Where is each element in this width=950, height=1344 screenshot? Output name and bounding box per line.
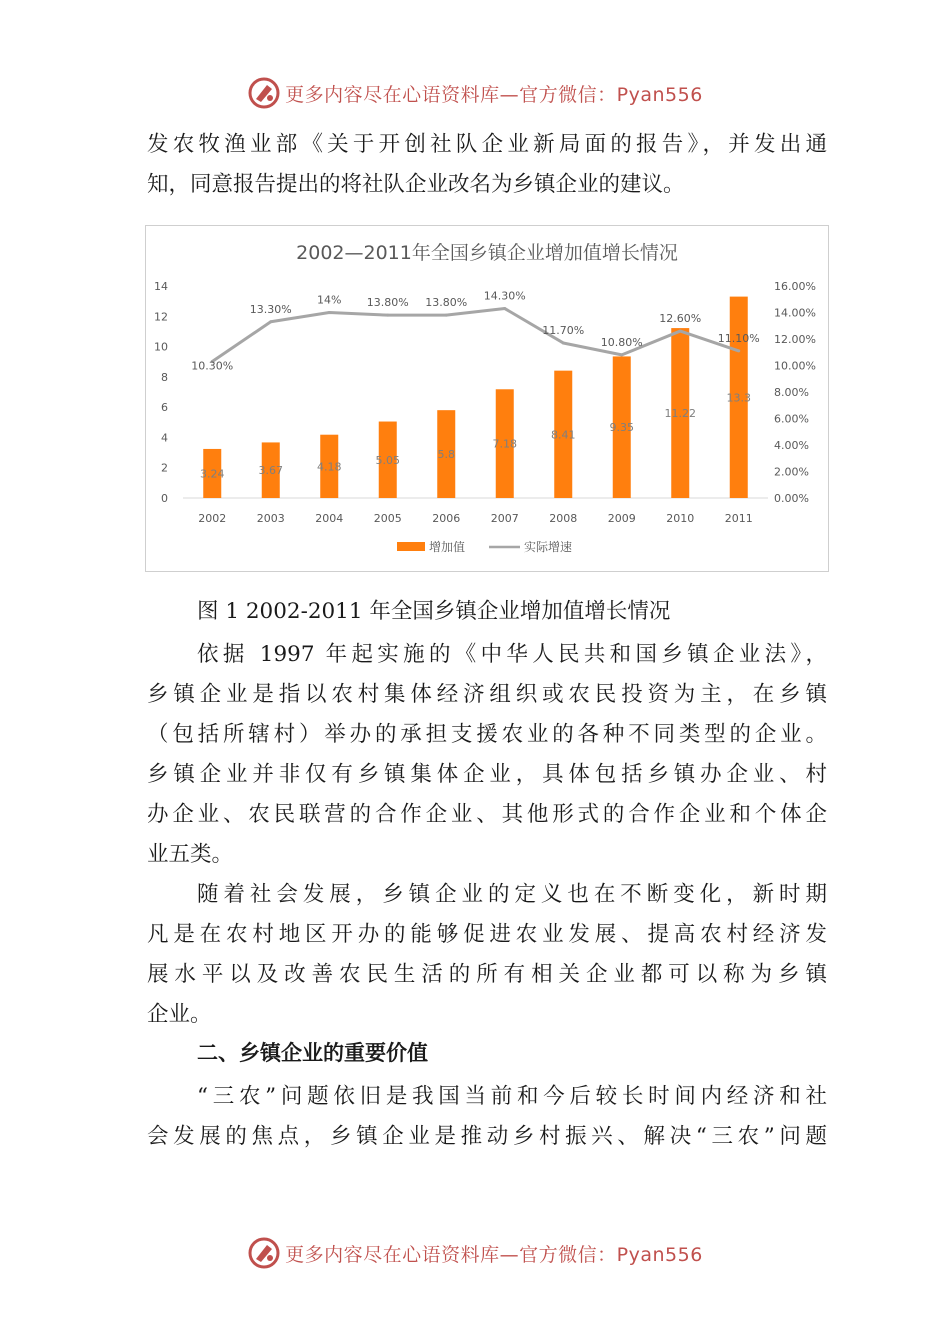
x-tick-label: 2011 bbox=[724, 512, 753, 525]
intro-line-2: 知，同意报告提出的将社队企业改名为乡镇企业的建议。 bbox=[147, 172, 685, 197]
value-line-1: “三农”问题依旧是我国当前和今后较长时间内经济和社 bbox=[197, 1084, 827, 1109]
y-right-tick-label: 12.00% bbox=[774, 333, 816, 346]
watermark-text: 更多内容尽在心语资料库—官方微信：Pyan556 bbox=[285, 83, 703, 106]
growth-rate-point-2010 bbox=[679, 330, 682, 333]
definition-line-6: 业五类。 bbox=[147, 842, 234, 867]
y-right-tick-label: 8.00% bbox=[774, 386, 809, 399]
development-line-1: 随着社会发展，乡镇企业的定义也在不断变化，新时期 bbox=[197, 882, 827, 907]
x-tick-label: 2003 bbox=[256, 512, 285, 525]
bar-value-label: 3.67 bbox=[258, 464, 283, 478]
growth-rate-label: 10.30% bbox=[191, 359, 234, 373]
y-right-tick-label: 16.00% bbox=[774, 280, 816, 293]
definition-line-4: 乡镇企业并非仅有乡镇集体企业，具体包括乡镇办企业、村 bbox=[147, 762, 827, 787]
y-left-tick-label: 6 bbox=[161, 401, 168, 415]
chart-canvas bbox=[146, 226, 828, 571]
watermark-header bbox=[0, 73, 950, 113]
growth-rate-label: 12.60% bbox=[659, 312, 702, 326]
growth-rate-point-2006 bbox=[445, 314, 448, 317]
development-line-2: 凡是在农村地区开办的能够促进农业发展、提高农村经济发 bbox=[147, 922, 827, 947]
watermark-footer bbox=[0, 1233, 950, 1273]
x-tick-label: 2004 bbox=[315, 512, 344, 525]
growth-rate-label: 11.70% bbox=[542, 323, 585, 337]
y-left-tick-label: 2 bbox=[161, 461, 168, 475]
legend-bar-label: 增加值 bbox=[429, 540, 466, 554]
section-heading: 二、乡镇企业的重要价值 bbox=[197, 1041, 428, 1065]
growth-rate-label: 13.80% bbox=[366, 296, 409, 310]
legend-line-label: 实际增速 bbox=[524, 540, 573, 554]
x-tick-label: 2010 bbox=[666, 512, 695, 525]
growth-rate-point-2004 bbox=[328, 311, 331, 314]
y-right-tick-label: 10.00% bbox=[774, 359, 816, 373]
bar-value-label: 8.41 bbox=[551, 428, 576, 442]
y-right-tick-label: 4.00% bbox=[774, 439, 809, 452]
bar-value-label: 13.3 bbox=[726, 391, 751, 405]
y-left-tick-label: 12 bbox=[154, 310, 168, 324]
bar-value-label: 3.24 bbox=[200, 467, 225, 481]
development-line-4: 企业。 bbox=[147, 1002, 212, 1027]
growth-rate-label: 11.10% bbox=[717, 331, 760, 345]
y-left-tick-label: 4 bbox=[161, 431, 168, 445]
growth-rate-label: 13.80% bbox=[425, 296, 468, 310]
legend-bar-swatch bbox=[397, 542, 425, 551]
growth-rate-point-2007 bbox=[503, 307, 506, 310]
figure-caption: 图 1 2002-2011 年全国乡镇企业增加值增长情况 bbox=[197, 599, 671, 624]
value-line-2: 会发展的焦点，乡镇企业是推动乡村振兴、解决“三农”问题 bbox=[147, 1124, 827, 1149]
y-left-tick-label: 0 bbox=[161, 492, 168, 505]
y-left-tick-label: 14 bbox=[154, 280, 168, 293]
growth-rate-point-2008 bbox=[562, 341, 565, 344]
definition-line-2: 乡镇企业是指以农村集体经济组织或农民投资为主，在乡镇 bbox=[147, 682, 827, 707]
y-left-tick-label: 10 bbox=[154, 340, 168, 354]
brand-logo-icon bbox=[247, 1236, 281, 1270]
x-tick-label: 2006 bbox=[432, 512, 461, 525]
x-tick-label: 2002 bbox=[198, 512, 227, 525]
y-right-tick-label: 6.00% bbox=[774, 412, 809, 426]
growth-rate-point-2003 bbox=[269, 320, 272, 323]
x-tick-label: 2009 bbox=[607, 512, 636, 525]
growth-rate-point-2005 bbox=[386, 314, 389, 317]
chart-title: 2002—2011年全国乡镇企业增加值增长情况 bbox=[296, 242, 678, 264]
development-line-3: 展水平以及改善农民生活的所有相关企业都可以称为乡镇 bbox=[147, 962, 827, 987]
x-tick-label: 2008 bbox=[549, 512, 578, 525]
bar-value-label: 9.35 bbox=[609, 421, 634, 435]
growth-rate-point-2009 bbox=[620, 353, 623, 356]
y-left-tick-label: 8 bbox=[161, 370, 168, 384]
brand-logo-icon bbox=[247, 76, 281, 110]
definition-line-1: 依据 1997 年起实施的《中华人民共和国乡镇企业法》， bbox=[197, 642, 827, 667]
bar-value-label: 11.22 bbox=[664, 407, 696, 421]
growth-rate-label: 10.80% bbox=[600, 335, 643, 349]
definition-line-5: 办企业、农民联营的合作企业、其他形式的合作企业和个体企 bbox=[147, 802, 827, 827]
y-right-tick-label: 14.00% bbox=[774, 306, 816, 320]
growth-rate-label: 13.30% bbox=[249, 302, 292, 316]
x-tick-label: 2007 bbox=[490, 512, 519, 525]
intro-line-1: 发农牧渔业部《关于开创社队企业新局面的报告》，并发出通 bbox=[147, 132, 827, 157]
growth-chart bbox=[145, 225, 829, 572]
y-right-tick-label: 2.00% bbox=[774, 465, 809, 479]
x-tick-label: 2005 bbox=[373, 512, 402, 525]
growth-rate-point-2011 bbox=[737, 349, 740, 352]
definition-line-3: （包括所辖村）举办的承担支援农业的各种不同类型的企业。 bbox=[147, 722, 827, 747]
bar-value-label: 5.8 bbox=[437, 448, 455, 462]
watermark-text: 更多内容尽在心语资料库—官方微信：Pyan556 bbox=[285, 1243, 703, 1266]
y-right-tick-label: 0.00% bbox=[774, 492, 809, 505]
bar-value-label: 4.18 bbox=[317, 460, 342, 474]
bar-value-label: 7.18 bbox=[492, 437, 517, 451]
bar-value-label: 5.05 bbox=[375, 453, 400, 467]
growth-rate-label: 14% bbox=[317, 293, 342, 307]
growth-rate-label: 14.30% bbox=[483, 289, 526, 303]
